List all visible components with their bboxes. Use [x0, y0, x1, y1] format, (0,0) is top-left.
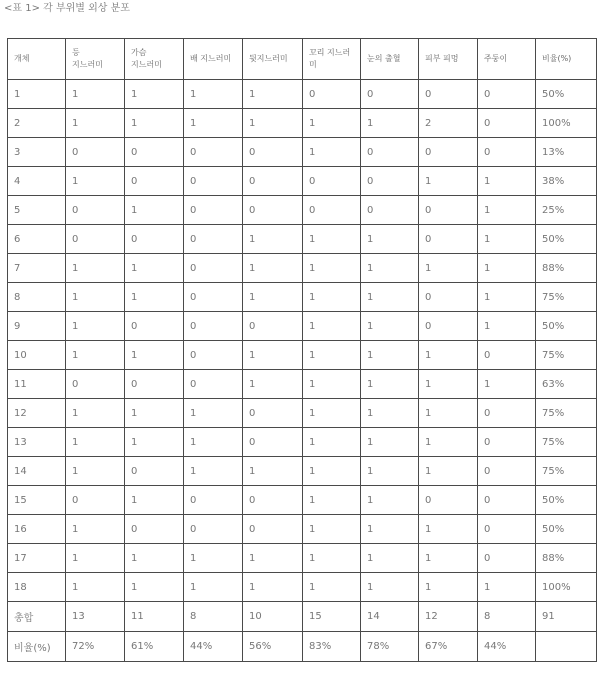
table-cell: 1 — [243, 573, 303, 602]
table-cell: 0 — [478, 341, 536, 370]
table-cell: 18 — [8, 573, 66, 602]
table-cell: 25% — [536, 196, 597, 225]
table-cell: 78% — [361, 632, 419, 662]
column-header: 피부 피멍 — [419, 39, 478, 80]
table-cell: 0 — [243, 196, 303, 225]
column-header: 꼬리 지느러 미 — [303, 39, 361, 80]
table-cell: 1 — [184, 109, 243, 138]
table-cell: 13 — [66, 602, 125, 632]
column-header: 비율(%) — [536, 39, 597, 80]
table-cell: 3 — [8, 138, 66, 167]
table-cell: 75% — [536, 457, 597, 486]
table-cell: 0 — [125, 167, 184, 196]
table-cell: 88% — [536, 254, 597, 283]
table-cell: 1 — [243, 109, 303, 138]
table-cell: 1 — [361, 312, 419, 341]
total-row — [8, 602, 597, 632]
table-cell: 1 — [125, 486, 184, 515]
table-cell: 7 — [8, 254, 66, 283]
table-cell: 75% — [536, 428, 597, 457]
table-cell: 1 — [243, 283, 303, 312]
table-cell: 6 — [8, 225, 66, 254]
table-row — [8, 486, 597, 515]
table-cell: 2 — [419, 109, 478, 138]
table-cell: 0 — [66, 138, 125, 167]
table-cell: 75% — [536, 399, 597, 428]
table-cell: 1 — [303, 109, 361, 138]
table-cell: 1 — [243, 341, 303, 370]
table-cell: 1 — [66, 283, 125, 312]
table-cell: 0 — [243, 428, 303, 457]
table-cell: 1 — [478, 370, 536, 399]
table-cell: 1 — [243, 80, 303, 109]
table-cell: 50% — [536, 515, 597, 544]
table-cell: 72% — [66, 632, 125, 662]
table-cell: 1 — [303, 457, 361, 486]
table-cell: 1 — [478, 254, 536, 283]
table-cell: 1 — [361, 457, 419, 486]
table-cell: 38% — [536, 167, 597, 196]
table-cell: 1 — [303, 370, 361, 399]
column-header: 등 지느러미 — [66, 39, 125, 80]
table-cell: 1 — [66, 167, 125, 196]
table-cell: 0 — [66, 370, 125, 399]
table-cell: 0 — [419, 283, 478, 312]
table-cell: 0 — [125, 370, 184, 399]
table-cell: 1 — [419, 573, 478, 602]
table-cell: 0 — [184, 370, 243, 399]
table-cell: 1 — [66, 341, 125, 370]
table-cell: 1 — [419, 167, 478, 196]
table-cell: 1 — [243, 254, 303, 283]
table-cell: 1 — [66, 80, 125, 109]
table-cell: 0 — [303, 80, 361, 109]
table-cell: 1 — [243, 370, 303, 399]
table-cell: 0 — [125, 457, 184, 486]
table-cell: 44% — [478, 632, 536, 662]
table-cell: 1 — [66, 109, 125, 138]
table-cell: 0 — [478, 544, 536, 573]
table-cell: 56% — [243, 632, 303, 662]
table-cell: 1 — [303, 312, 361, 341]
table-cell: 1 — [243, 457, 303, 486]
table-cell: 0 — [361, 167, 419, 196]
table-cell: 0 — [478, 109, 536, 138]
table-cell: 83% — [303, 632, 361, 662]
table-cell: 1 — [66, 399, 125, 428]
table-cell: 1 — [303, 486, 361, 515]
column-header: 가슴 지느러미 — [125, 39, 184, 80]
table-cell: 1 — [361, 486, 419, 515]
table-cell: 0 — [419, 486, 478, 515]
table-cell: 1 — [478, 196, 536, 225]
table-cell: 0 — [478, 399, 536, 428]
table-cell: 14 — [8, 457, 66, 486]
table-cell: 1 — [303, 544, 361, 573]
table-cell: 13 — [8, 428, 66, 457]
table-cell: 0 — [184, 341, 243, 370]
table-cell: 1 — [361, 515, 419, 544]
table-cell: 0 — [184, 167, 243, 196]
table-cell: 1 — [125, 254, 184, 283]
table-cell: 1 — [66, 254, 125, 283]
table-cell: 0 — [243, 515, 303, 544]
column-header: 배 지느러미 — [184, 39, 243, 80]
table-cell: 0 — [125, 515, 184, 544]
table-cell: 0 — [184, 312, 243, 341]
table-cell: 50% — [536, 80, 597, 109]
ratio-row — [8, 632, 597, 662]
table-row — [8, 341, 597, 370]
table-cell: 17 — [8, 544, 66, 573]
table-cell: 0 — [478, 428, 536, 457]
table-row — [8, 515, 597, 544]
table-cell: 1 — [303, 515, 361, 544]
table-cell: 63% — [536, 370, 597, 399]
table-row — [8, 225, 597, 254]
table-cell: 1 — [125, 283, 184, 312]
table-cell: 0 — [419, 312, 478, 341]
table-cell: 1 — [361, 254, 419, 283]
table-cell: 1 — [243, 544, 303, 573]
table-cell: 1 — [361, 573, 419, 602]
table-cell: 1 — [66, 515, 125, 544]
column-header: 뒷지느러미 — [243, 39, 303, 80]
table-cell: 1 — [125, 428, 184, 457]
table-cell: 1 — [361, 428, 419, 457]
table-cell: 0 — [419, 138, 478, 167]
table-cell: 1 — [419, 515, 478, 544]
table-cell: 1 — [303, 283, 361, 312]
table-row — [8, 109, 597, 138]
table-cell: 0 — [184, 486, 243, 515]
table-cell: 5 — [8, 196, 66, 225]
table-cell: 1 — [419, 544, 478, 573]
table-cell: 50% — [536, 225, 597, 254]
table-cell: 0 — [361, 80, 419, 109]
table-cell: 10 — [243, 602, 303, 632]
table-cell: 0 — [478, 457, 536, 486]
table-cell: 13% — [536, 138, 597, 167]
table-cell: 1 — [243, 225, 303, 254]
table-cell: 0 — [419, 80, 478, 109]
table-cell: 9 — [8, 312, 66, 341]
table-cell: 88% — [536, 544, 597, 573]
table-cell: 2 — [8, 109, 66, 138]
table-cell: 0 — [478, 515, 536, 544]
table-cell: 1 — [303, 138, 361, 167]
table-cell: 91 — [536, 602, 597, 632]
table-cell: 1 — [361, 370, 419, 399]
table-cell: 1 — [303, 254, 361, 283]
table-cell: 0 — [361, 196, 419, 225]
table-cell: 총합 — [8, 602, 66, 632]
table-cell: 0 — [478, 80, 536, 109]
table-cell: 0 — [66, 486, 125, 515]
table-cell: 0 — [419, 196, 478, 225]
table-cell: 67% — [419, 632, 478, 662]
table-cell: 75% — [536, 283, 597, 312]
table-cell: 1 — [478, 312, 536, 341]
table-row — [8, 196, 597, 225]
table-cell: 61% — [125, 632, 184, 662]
table-cell: 1 — [419, 254, 478, 283]
table-cell: 1 — [303, 428, 361, 457]
table-cell: 비율(%) — [8, 632, 66, 662]
table-cell: 1 — [478, 225, 536, 254]
table-cell: 1 — [125, 80, 184, 109]
table-cell: 100% — [536, 573, 597, 602]
table-cell: 0 — [243, 167, 303, 196]
table-cell: 15 — [303, 602, 361, 632]
table-cell: 0 — [184, 515, 243, 544]
table-cell: 0 — [66, 225, 125, 254]
table-cell: 12 — [419, 602, 478, 632]
table-cell: 0 — [478, 486, 536, 515]
table-cell: 1 — [66, 312, 125, 341]
table-cell: 1 — [303, 341, 361, 370]
table-cell: 0 — [184, 283, 243, 312]
table-caption: <표 1> 각 부위별 외상 분포 — [4, 3, 130, 14]
table-cell: 1 — [8, 80, 66, 109]
table-cell: 1 — [125, 196, 184, 225]
table-cell: 0 — [243, 138, 303, 167]
table-cell: 15 — [8, 486, 66, 515]
table-row — [8, 573, 597, 602]
table-row — [8, 167, 597, 196]
table-cell: 100% — [536, 109, 597, 138]
injury-distribution-table — [7, 38, 597, 662]
table-cell: 1 — [66, 544, 125, 573]
column-header: 눈의 출혈 — [361, 39, 419, 80]
table-cell: 0 — [243, 486, 303, 515]
table-cell: 0 — [419, 225, 478, 254]
table-cell: 0 — [243, 312, 303, 341]
table-row — [8, 428, 597, 457]
table-cell: 1 — [361, 544, 419, 573]
table-cell: 75% — [536, 341, 597, 370]
column-header: 주둥이 — [478, 39, 536, 80]
table-cell: 1 — [184, 544, 243, 573]
table-cell: 0 — [125, 312, 184, 341]
table-cell: 1 — [478, 283, 536, 312]
table-cell: 1 — [66, 428, 125, 457]
table-cell: 1 — [419, 370, 478, 399]
table-row — [8, 80, 597, 109]
table-cell: 1 — [419, 457, 478, 486]
table-cell: 1 — [361, 399, 419, 428]
table-cell: 0 — [243, 399, 303, 428]
table-cell: 1 — [419, 428, 478, 457]
table-cell: 0 — [184, 138, 243, 167]
table-row — [8, 544, 597, 573]
table-row — [8, 457, 597, 486]
table-cell: 11 — [125, 602, 184, 632]
table-cell: 1 — [125, 399, 184, 428]
table-cell: 10 — [8, 341, 66, 370]
table-cell: 1 — [66, 573, 125, 602]
table-cell: 0 — [184, 254, 243, 283]
table-row — [8, 254, 597, 283]
table-cell: 1 — [184, 573, 243, 602]
table-cell: 12 — [8, 399, 66, 428]
table-cell: 16 — [8, 515, 66, 544]
table-cell: 1 — [419, 341, 478, 370]
table-cell: 1 — [184, 80, 243, 109]
table-cell: 0 — [125, 138, 184, 167]
table-header-row — [8, 39, 597, 80]
table-cell: 1 — [303, 573, 361, 602]
table-cell: 0 — [303, 167, 361, 196]
table-cell: 4 — [8, 167, 66, 196]
table-row — [8, 399, 597, 428]
table-cell: 1 — [66, 457, 125, 486]
table-cell: 1 — [478, 573, 536, 602]
table-cell: 1 — [125, 573, 184, 602]
table-cell: 1 — [478, 167, 536, 196]
table-cell — [536, 632, 597, 662]
table-row — [8, 283, 597, 312]
table-cell: 0 — [303, 196, 361, 225]
table-cell: 0 — [361, 138, 419, 167]
table-cell: 0 — [125, 225, 184, 254]
table-cell: 1 — [361, 341, 419, 370]
table-row — [8, 312, 597, 341]
table-cell: 8 — [8, 283, 66, 312]
table-cell: 50% — [536, 312, 597, 341]
table-cell: 1 — [419, 399, 478, 428]
table-cell: 44% — [184, 632, 243, 662]
table-cell: 11 — [8, 370, 66, 399]
table-cell: 1 — [125, 341, 184, 370]
table-cell: 0 — [66, 196, 125, 225]
table-cell: 0 — [478, 138, 536, 167]
column-header: 개체 — [8, 39, 66, 80]
table-cell: 50% — [536, 486, 597, 515]
table-cell: 1 — [361, 283, 419, 312]
table-cell: 8 — [184, 602, 243, 632]
table-cell: 0 — [184, 225, 243, 254]
table-cell: 1 — [184, 428, 243, 457]
table-cell: 1 — [184, 457, 243, 486]
table-cell: 1 — [125, 109, 184, 138]
table-cell: 1 — [125, 544, 184, 573]
table-cell: 1 — [303, 399, 361, 428]
table-cell: 0 — [184, 196, 243, 225]
table-cell: 1 — [361, 225, 419, 254]
table-cell: 1 — [184, 399, 243, 428]
table-row — [8, 138, 597, 167]
table-cell: 14 — [361, 602, 419, 632]
table-cell: 1 — [361, 109, 419, 138]
table-cell: 1 — [303, 225, 361, 254]
table-cell: 8 — [478, 602, 536, 632]
table-row — [8, 370, 597, 399]
